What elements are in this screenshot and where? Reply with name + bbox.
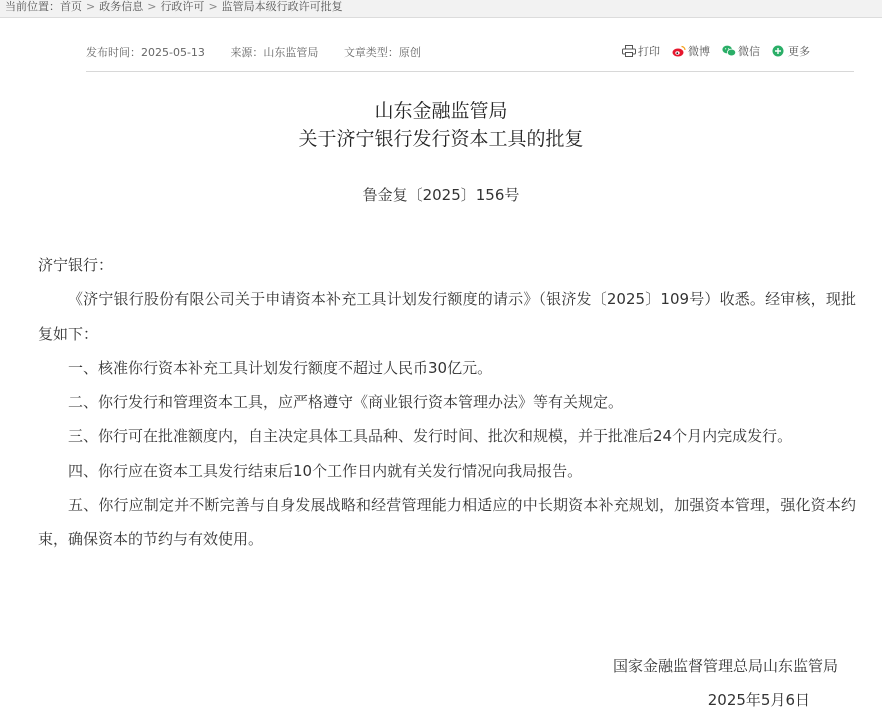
plus-circle-icon [772, 45, 786, 57]
weibo-label: 微博 [688, 45, 710, 58]
paragraph-item-4: 四、你行应在资本工具发行结束后10个工作日内就有关发行情况向我局报告。 [68, 461, 583, 480]
share-wechat-button[interactable] [722, 43, 760, 59]
breadcrumb-separator: > [147, 0, 157, 13]
breadcrumb-item-home[interactable]: 首页 [60, 0, 82, 13]
article-type: 文章类型：原创 [343, 46, 421, 59]
paragraph-intro: 《济宁银行股份有限公司关于申请资本补充工具计划发行额度的请示》（银济发〔2025〕109号）收悉。经审核，现批复如下： [38, 290, 856, 343]
paragraph-item-2: 二、你行发行和管理资本工具，应严格遵守《商业银行资本管理办法》等有关规定。 [68, 393, 624, 412]
salutation: 济宁银行： [38, 256, 114, 274]
paragraph-item-1: 一、核准你行资本补充工具计划发行额度不超过人民币30亿元。 [68, 358, 493, 377]
header-divider [86, 71, 854, 72]
print-button[interactable] [622, 43, 660, 59]
printer-icon [622, 45, 636, 57]
share-weibo-button[interactable] [672, 43, 710, 59]
document-body [38, 248, 856, 557]
breadcrumb-separator: > [208, 0, 218, 13]
wechat-label: 微信 [738, 45, 760, 58]
signature-issuer: 国家金融监督管理总局山东监管局 [612, 657, 838, 675]
more-label: 更多 [788, 45, 810, 58]
breadcrumb-item-government-info[interactable]: 政务信息 [99, 0, 144, 13]
document-title: 关于济宁银行发行资本工具的批复 [298, 128, 584, 150]
weibo-icon [672, 45, 686, 57]
wechat-icon [722, 45, 736, 57]
document-number: 鲁金复〔2025〕156号 [362, 186, 520, 204]
breadcrumb-item-approvals[interactable]: 监管局本级行政许可批复 [221, 0, 343, 13]
publish-time: 发布时间：2025-05-13 [86, 46, 205, 59]
print-label: 打印 [638, 45, 660, 58]
share-more-button[interactable] [772, 43, 810, 59]
breadcrumb-item-admin-license[interactable]: 行政许可 [160, 0, 205, 13]
breadcrumb-separator: > [86, 0, 96, 13]
share-toolbar [622, 43, 810, 59]
article-meta [86, 44, 443, 60]
article-source: 来源：山东监管局 [230, 46, 319, 59]
breadcrumb-prefix: 当前位置： [5, 0, 60, 13]
paragraph-item-5: 五、你行应制定并不断完善与自身发展战略和经营管理能力相适应的中长期资本补充规划，加强资本管理，强化资本约束，确保资本的节约与有效使用。 [38, 496, 856, 549]
paragraph-item-3: 三、你行可在批准额度内，自主决定具体工具品种、发行时间、批次和规模，并于批准后24个月内完成发行。 [68, 427, 793, 446]
document-title-issuer: 山东金融监管局 [374, 100, 508, 122]
signature-date: 2025年5月6日 [707, 691, 810, 709]
breadcrumb [0, 0, 882, 18]
